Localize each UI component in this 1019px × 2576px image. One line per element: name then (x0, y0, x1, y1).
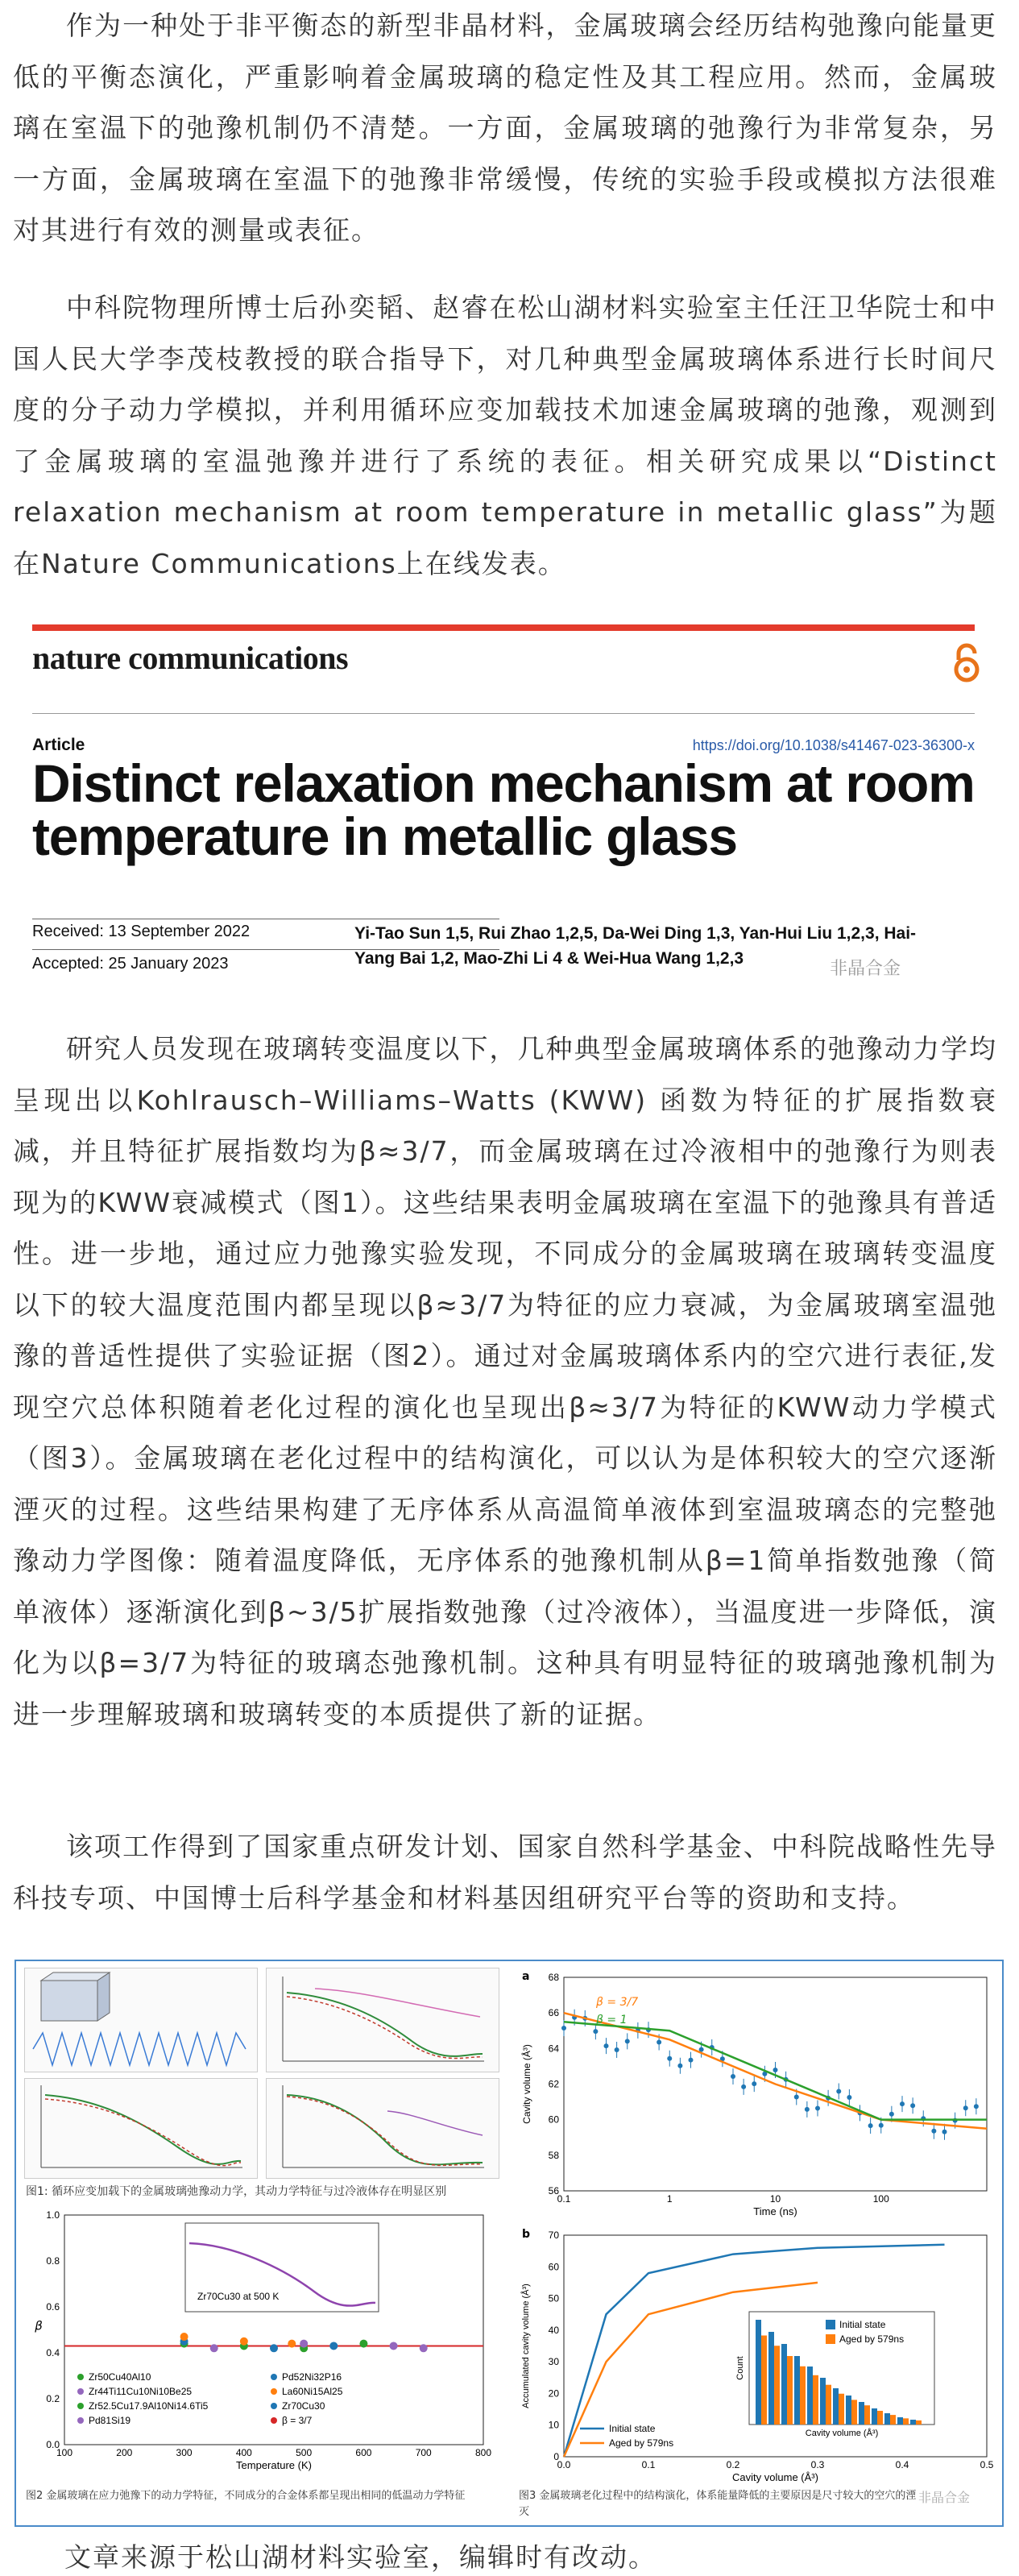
hist-bar-initial (859, 2402, 864, 2425)
x-tick-label: 700 (415, 2447, 432, 2458)
data-point (390, 2342, 398, 2350)
hist-bar-aged (864, 2405, 870, 2425)
data-point (868, 2123, 873, 2128)
inset-legend-label: Initial state (839, 2319, 886, 2330)
watermark: 非晶合金 (830, 959, 901, 979)
hist-bar-aged (851, 2400, 857, 2425)
paragraph-funding (13, 1821, 997, 1923)
legend-marker (271, 2374, 277, 2380)
data-point (942, 2130, 947, 2134)
hist-bar-initial (794, 2356, 800, 2425)
data-point (657, 2040, 661, 2045)
fig1-panel-b-svg (267, 1968, 500, 2073)
y-tick-label: 0 (553, 2451, 559, 2462)
x-tick-label: 600 (355, 2447, 372, 2458)
author-list: Yi-Tao Sun 1,5, Rui Zhao 1,2,5, Da-Wei Ding 1,3, Yan-Hui Liu 1,2,3, Hai-Yang Bai 1,2, Mao-Zhi Li 4 & Wei-Hua Wang 1,2,3 (354, 924, 917, 968)
doi-link[interactable]: https://doi.org/10.1038/s41467-023-36300-x (692, 737, 975, 753)
data-point (879, 2123, 884, 2128)
paragraph-findings-text: 研究人员发现在玻璃转变温度以下，几种典型金属玻璃体系的弛豫动力学均呈现出以Kohlrausch–Williams–Watts (KWW) 函数为特征的扩展指数衰减，并且特征扩展指数均为β≈3/7，而金属玻璃在过冷液相中的弛豫行为则表现为的KWW衰减模式（图1）。这些结果表明金属玻璃在室温下的弛豫具有普适性。进一步地，通过应力弛豫实验发现，不同成分的金属玻璃在玻璃转变温度以下的较大温度范围内都呈现以β≈3/7为特征的应力衰减，为金属玻璃室温弛豫的普适性提供了实验证据（图2）。通过对金属玻璃体系内的空穴进行表征,发现空穴总体积随着老化过程的演化也呈现出β≈3/7为特征的KWW动力学模式（图3）。金属玻璃在老化过程中的结构演化，可以认为是体积较大的空穴逐渐湮灭的过程。这些结果构建了无序体系从高温简单液体到室温玻璃态的完整弛豫动力学图像：随着温度降低，无序体系的弛豫机制从β=1简单指数弛豫（简单液体）逐渐演化到β~3/5扩展指数弛豫（过冷液体），当温度进一步降低，演化为以β=3/7为特征的玻璃态弛豫机制。这种具有明显特征的玻璃弛豫机制为进一步理解玻璃和玻璃转变的本质提供了新的证据。 (13, 1033, 997, 1730)
data-point (731, 2074, 735, 2079)
hist-bar-initial (884, 2413, 890, 2425)
article-header-image (24, 624, 991, 1003)
inset-x-label: Cavity volume (Å³) (805, 2429, 879, 2438)
hist-bar-initial (897, 2417, 903, 2425)
legend-marker (77, 2374, 84, 2380)
panel-label-b: b (522, 2228, 531, 2241)
data-point (677, 2064, 682, 2068)
data-point (836, 2089, 841, 2093)
fig1-panel-c (24, 2078, 258, 2179)
x-tick-label: 300 (176, 2447, 193, 2458)
legend-label: β = 3/7 (282, 2415, 313, 2426)
x-tick-label: 1 (666, 2193, 673, 2205)
simulation-box-side (97, 1972, 110, 2021)
article-type: Article (32, 736, 85, 754)
x-tick-label: 500 (296, 2447, 313, 2458)
data-point (910, 2103, 915, 2108)
y-tick-label: 30 (548, 2356, 559, 2368)
y-tick-label: 0.2 (46, 2393, 60, 2404)
y-tick-label: 64 (548, 2043, 559, 2055)
data-point (420, 2344, 428, 2352)
journal-accent-bar (32, 624, 975, 631)
legend-marker (77, 2403, 84, 2409)
fit-curve (45, 2099, 241, 2166)
y-tick-label: 10 (548, 2419, 559, 2431)
header-rule (32, 713, 975, 714)
x-tick-label: 10 (769, 2193, 781, 2205)
hist-bar-aged (839, 2394, 844, 2425)
legend-label: Zr44Ti11Cu10Ni10Be25 (89, 2386, 193, 2397)
fit-curve (287, 2097, 483, 2165)
data-point (689, 2058, 694, 2063)
fig2-chart-svg (24, 2203, 499, 2485)
hist-bar-aged (774, 2346, 780, 2425)
article-title: Distinct relaxation mechanism at room temperature in metallic glass (32, 753, 975, 866)
hist-bar-aged (890, 2415, 896, 2425)
data-point (752, 2081, 756, 2086)
paragraph-intro-text: 作为一种处于非平衡态的新型非晶材料，金属玻璃会经历结构弛豫向能量更低的平衡态演化，严重影响着金属玻璃的稳定性及其工程应用。然而，金属玻璃在室温下的弛豫机制仍不清楚。一方面，金属玻璃的弛豫行为非常复杂，另一方面，金属玻璃在室温下的弛豫非常缓慢，传统的实验手段或模拟方法很难对其进行有效的测量或表征。 (13, 10, 997, 246)
fig1-schematic-svg (25, 1968, 259, 2073)
x-tick-label: 100 (872, 2193, 889, 2205)
x-tick-label: 0.2 (726, 2459, 740, 2470)
hist-bar-initial (910, 2420, 916, 2425)
simulation-box (41, 1981, 97, 2021)
data-point (625, 2039, 630, 2043)
decay-curve (45, 2095, 241, 2164)
legend-marker (77, 2417, 84, 2424)
legend-label: Initial state (609, 2423, 656, 2434)
fig2-caption: 图2 金属玻璃在应力弛豫下的动力学特征，不同成分的合金体系都呈现出相同的低温动力学特征 (26, 2490, 466, 2502)
hist-bar-aged (761, 2336, 767, 2425)
fig3a-chart (516, 1965, 999, 2223)
y-tick-label: 56 (548, 2185, 559, 2196)
x-tick-label: 400 (235, 2447, 252, 2458)
y-tick-label: 0.0 (46, 2439, 60, 2450)
data-point (359, 2340, 367, 2348)
data-point (210, 2344, 218, 2352)
x-tick-label: 0.1 (557, 2193, 571, 2205)
hist-bar-aged (800, 2367, 806, 2425)
decay-curve (287, 1993, 483, 2056)
x-tick-label: 100 (56, 2447, 73, 2458)
fig3b-chart (516, 2223, 999, 2489)
data-point (889, 2112, 894, 2117)
journal-name: nature communications (32, 640, 349, 676)
fig1-caption: 图1: 循环应变加载下的金属玻璃弛豫动力学，其动力学特征与过冷液体存在明显区别 (26, 2185, 447, 2198)
x-tick-label: 0.0 (557, 2459, 571, 2470)
data-point (240, 2337, 248, 2346)
fig1-panel-d (266, 2078, 499, 2179)
data-point (615, 2047, 619, 2052)
data-point (270, 2344, 278, 2352)
x-axis-label: Time (ns) (753, 2205, 797, 2217)
y-axis-label: Cavity volume (Å³) (521, 2044, 532, 2124)
x-tick-label: 0.5 (980, 2459, 994, 2470)
fig3-caption: 图3 金属玻璃老化过程中的结构演化，体系能量降低的主要原因是尺寸较大的空穴的湮灭 (519, 2490, 917, 2518)
inset-legend-marker (826, 2334, 835, 2344)
inset-legend-marker (826, 2320, 835, 2329)
data-point (561, 2026, 566, 2031)
x-tick-label: 0.4 (895, 2459, 909, 2470)
y-tick-label: 40 (548, 2324, 559, 2336)
accepted-date: Accepted: 25 January 2023 (32, 955, 229, 973)
legend-label: Pd52Ni32P16 (282, 2371, 342, 2383)
paragraph-funding-text: 该项工作得到了国家重点研发计划、国家自然科学基金、中科院战略性先导科技专项、中国博士后科学基金和材料基因组研究平台等的资助和支持。 (13, 1831, 997, 1914)
legend-label: Zr50Cu40Al10 (89, 2371, 151, 2383)
data-point (593, 2029, 598, 2034)
data-point (805, 2107, 810, 2112)
legend-label: Aged by 579ns (609, 2437, 674, 2449)
y-tick-label: 50 (548, 2292, 559, 2304)
legend-label: β = 3/7 (596, 1996, 639, 2009)
hist-bar-aged (826, 2385, 831, 2425)
figure-watermark: 非晶合金 (918, 2490, 971, 2505)
y-tick-label: 20 (548, 2387, 559, 2400)
data-point (300, 2340, 308, 2348)
legend-label: β = 1 (596, 2014, 628, 2026)
inset-label: Zr70Cu30 at 500 K (197, 2291, 280, 2302)
x-axis-label: Temperature (K) (236, 2459, 312, 2471)
x-tick-label: 0.3 (810, 2459, 825, 2470)
fit-curve (287, 1997, 483, 2059)
data-point (847, 2095, 851, 2100)
fig1-panel-schematic (24, 1968, 258, 2072)
hist-bar-aged (903, 2418, 909, 2425)
fig1-panel-b (266, 1968, 499, 2072)
legend-label: Zr70Cu30 (282, 2400, 325, 2412)
fig1-panel-d-svg (267, 2079, 500, 2180)
paragraph-intro (13, 0, 997, 256)
y-tick-label: 58 (548, 2149, 559, 2161)
cyclic-strain-wave (33, 2033, 246, 2065)
data-point (773, 2068, 778, 2072)
hist-bar-initial (768, 2332, 774, 2425)
data-point (931, 2129, 936, 2134)
y-tick-label: 70 (548, 2230, 559, 2241)
hist-bar-initial (872, 2408, 877, 2425)
hist-bar-initial (846, 2396, 851, 2425)
data-point (604, 2043, 609, 2048)
hist-bar-aged (813, 2375, 818, 2425)
data-point (667, 2056, 672, 2061)
inset-legend-label: Aged by 579ns (839, 2333, 905, 2345)
paragraph-findings (13, 1023, 997, 1740)
data-point (741, 2084, 746, 2089)
y-tick-label: 68 (548, 1972, 559, 1983)
data-point (815, 2106, 820, 2111)
secondary-curve (387, 2111, 483, 2135)
x-tick-label: 0.1 (641, 2459, 656, 2470)
fig3b-chart-svg (516, 2223, 999, 2489)
decay-curve (287, 2095, 483, 2164)
data-point (329, 2342, 338, 2350)
hist-bar-aged (877, 2411, 883, 2425)
paragraph-research-team (13, 282, 997, 589)
fig3a-chart-svg (516, 1965, 999, 2223)
legend-marker (77, 2388, 84, 2395)
received-date: Received: 13 September 2022 (32, 923, 251, 940)
open-access-icon (951, 642, 983, 684)
y-tick-label: 0.8 (46, 2255, 60, 2267)
hist-bar-aged (916, 2420, 922, 2425)
x-tick-label: 200 (116, 2447, 133, 2458)
y-tick-label: 0.6 (46, 2301, 60, 2313)
legend-marker (271, 2417, 277, 2424)
paragraph-research-team-text: 中科院物理所博士后孙奕韬、赵睿在松山湖材料实验室主任汪卫华院士和中国人民大学李茂枝教授的联合指导下，对几种典型金属玻璃体系进行长时间尺度的分子动力学模拟，并利用循环应变加载技术加速金属玻璃的弛豫，观测到了金属玻璃的室温弛豫并进行了系统的表征。相关研究成果以“Distinct relaxation mechanism at room temperature in metallic glass”为题在Nature Communications上在线发表。 (13, 292, 997, 579)
hist-bar-initial (807, 2367, 813, 2425)
fig1-panel-c-svg (25, 2079, 259, 2180)
figure-panel (14, 1960, 1004, 2527)
x-axis-label: Cavity volume (Å³) (732, 2471, 818, 2483)
data-point (974, 2104, 979, 2109)
hist-bar-initial (820, 2378, 826, 2425)
y-tick-label: 60 (548, 2261, 559, 2273)
panel-label-a: a (522, 1970, 530, 1983)
legend-marker (271, 2388, 277, 2395)
legend-label: Zr52.5Cu17.9Al10Ni14.6Ti5 (89, 2400, 209, 2412)
legend-label: La60Ni15Al25 (282, 2386, 343, 2397)
data-point (963, 2105, 968, 2110)
hist-bar-initial (756, 2320, 761, 2425)
data-point (288, 2340, 296, 2348)
data-point (180, 2333, 188, 2341)
x-tick-label: 800 (474, 2447, 492, 2458)
fig2-chart (24, 2203, 499, 2485)
y-axis-label: Accumulated cavity volume (Å³) (521, 2284, 531, 2408)
y-tick-label: 1.0 (46, 2209, 60, 2221)
y-axis-label: β (35, 2318, 43, 2333)
hist-bar-aged (787, 2356, 793, 2425)
hist-bar-initial (781, 2344, 787, 2425)
legend-label: Pd81Si19 (89, 2415, 131, 2426)
source-note: 文章来源于松山湖材料实验室，编辑时有改动。 (64, 2541, 657, 2573)
y-tick-label: 60 (548, 2113, 559, 2126)
y-tick-label: 66 (548, 2007, 559, 2019)
hist-bar-initial (833, 2388, 839, 2425)
data-point (794, 2095, 799, 2100)
y-tick-label: 0.4 (46, 2347, 60, 2358)
legend-marker (271, 2403, 277, 2409)
inset-y-label: Count (735, 2356, 745, 2380)
y-tick-label: 62 (548, 2078, 559, 2090)
data-point (900, 2101, 905, 2106)
